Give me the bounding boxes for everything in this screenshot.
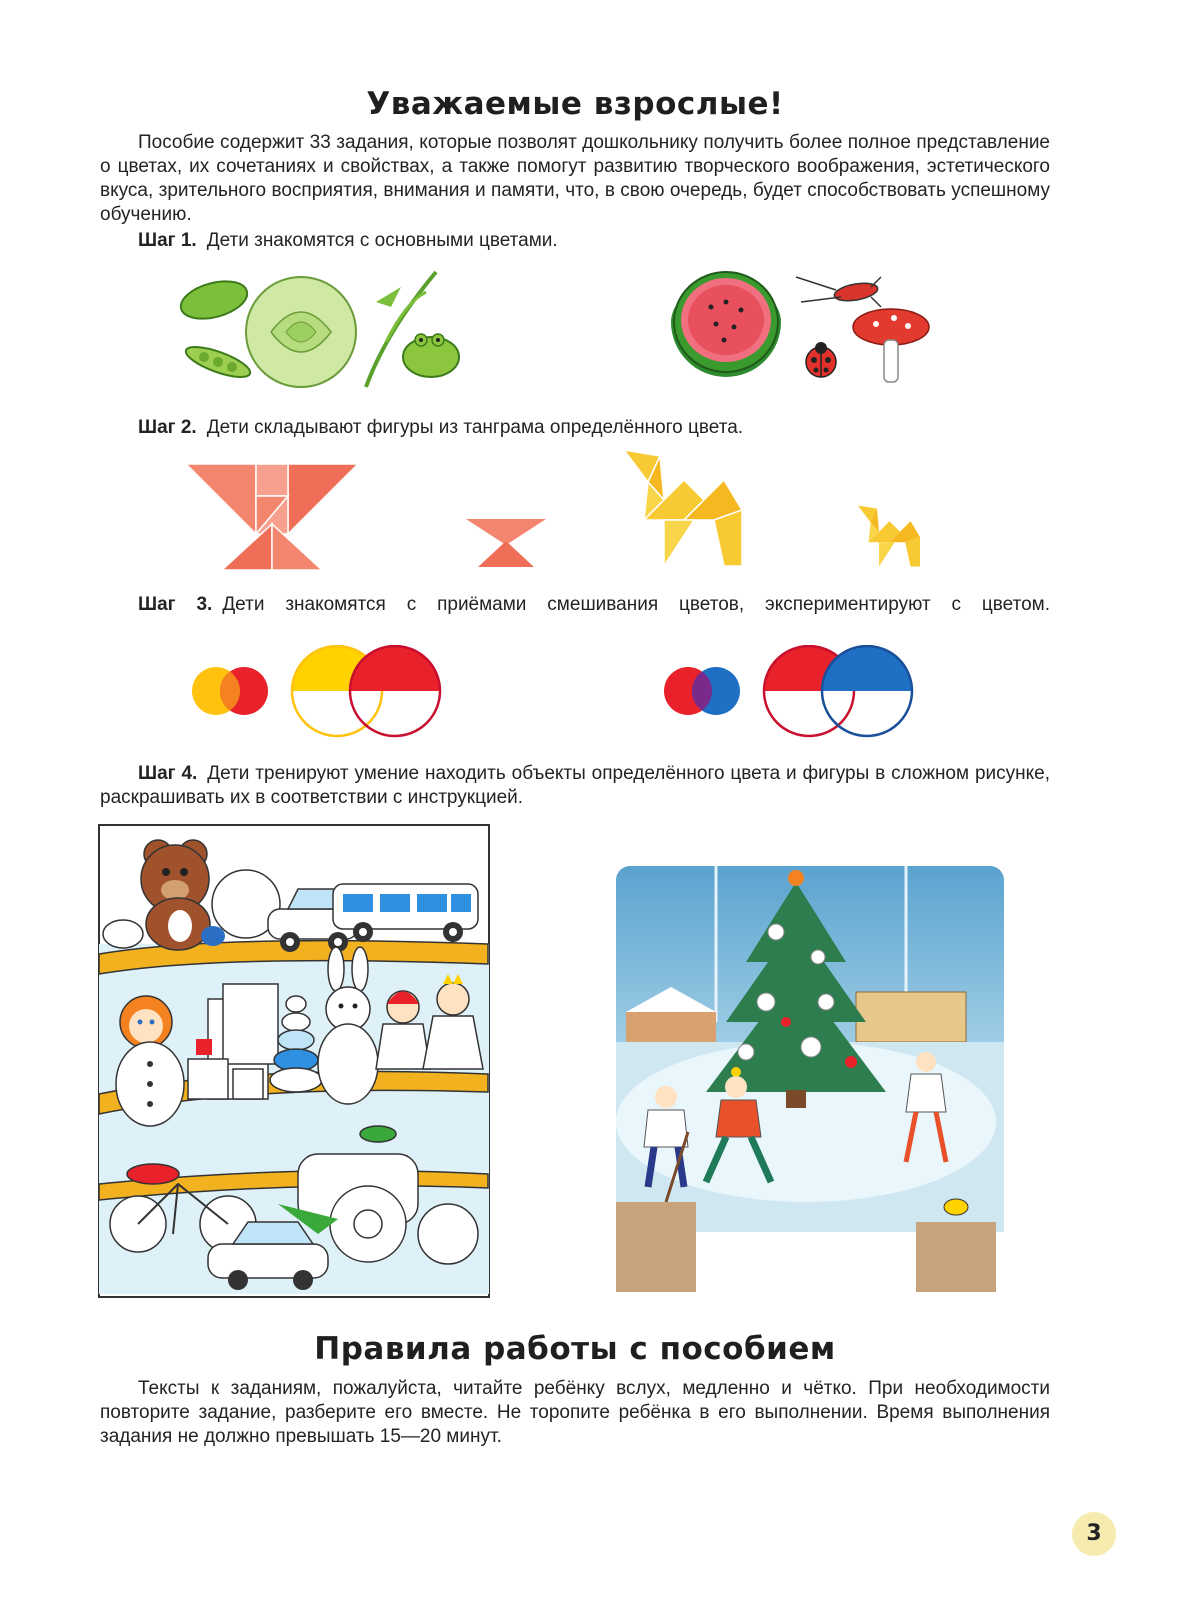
toy-shelves-coloring-picture [98,824,490,1298]
beetle-icon [833,280,879,303]
blue-semicircle [822,646,912,691]
step-3-label: Шаг 3. [138,594,213,615]
red-semicircle [350,646,440,691]
step-3 [100,593,1050,617]
red-objects-illustration [666,262,936,392]
cucumber-icon [177,275,251,325]
step-1-label: Шаг 1. [138,230,197,251]
step-1 [100,229,1050,253]
winter-skating-picture [606,862,1006,1296]
step-3-text: Дети знакомятся с приёмами смешивания цветов, экспериментируют с цветом. [222,594,1050,615]
page-number-badge: 3 [1072,1512,1116,1556]
step-2-text: Дети складывают фигуры из танграма определённого цвета. [206,417,744,438]
mix-yellow-red-illustration [190,645,450,741]
step-2 [100,416,1050,440]
step-4-label: Шаг 4. [138,763,198,784]
step-2-label: Шаг 2. [138,417,197,438]
bird-icon [944,1199,968,1215]
mushroom-stem-icon [884,340,898,382]
step-1-text: Дети знакомятся с основными цветами. [206,230,558,251]
tangram-goblet-large [186,464,358,570]
step-4 [100,762,1050,810]
step-4-text: Дети тренируют умение находить объекты определённого цвета и фигуры в сложном рисунке, раскрашивать их в соответствии с инструкцией. [100,763,1050,808]
tangram-camel-small [858,505,920,567]
intro-paragraph: Пособие содержит 33 задания, которые позволят дошкольнику получить более полное представление о цветах, их сочетаниях и свойствах, а также помогут развитию творческого воображения, эстетического вкуса, зрительного восприятия, внимания и памяти, что, в свою очередь, будет способствовать успешному обучению. [100,132,1050,225]
rules-title: Правила работы с пособием [314,1331,836,1367]
mix-red-blue-illustration [662,645,922,741]
green-objects-illustration [176,262,466,392]
rules-paragraph: Тексты к заданиям, пожалуйста, читайте ребёнку вслух, медленно и чётко. При необходимости повторите задание, разберите его вместе. Не торопите ребёнка в его выполнении. Время выполнения задания не должно превышать 15—20 минут. [100,1378,1050,1447]
frog-icon [403,337,459,377]
tangram-camel-large [624,450,742,566]
toy-duck-icon [103,920,143,948]
page-title: Уважаемые взрослые! [366,86,784,122]
tangram-goblet-small [466,519,546,567]
